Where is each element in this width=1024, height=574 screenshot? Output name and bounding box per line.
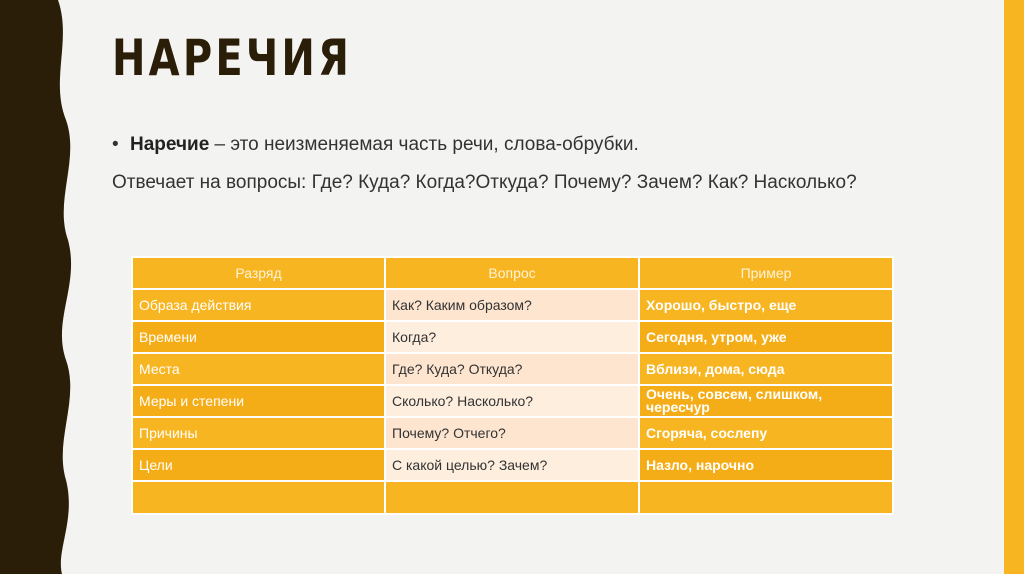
cell-example: Хорошо, быстро, еще: [639, 289, 893, 321]
cell-empty: [132, 481, 385, 514]
cell-example: Сгоряча, сослепу: [639, 417, 893, 449]
cell-category: Образа действия: [132, 289, 385, 321]
adverb-categories-table: [131, 256, 894, 515]
cell-question: Когда?: [385, 321, 639, 353]
cell-category: Времени: [132, 321, 385, 353]
cell-example: Назло, нарочно: [639, 449, 893, 481]
table-header-row: [132, 257, 893, 289]
cell-example: Вблизи, дома, сюда: [639, 353, 893, 385]
definition-line: [112, 134, 639, 157]
cell-category: Меры и степени: [132, 385, 385, 417]
cell-category: Причины: [132, 417, 385, 449]
table-row: [132, 449, 893, 481]
questions-line: Отвечает на вопросы: Где? Куда? Когда?Откуда? Почему? Зачем? Как? Насколько?: [112, 172, 857, 193]
table-row: [132, 353, 893, 385]
cell-category: Места: [132, 353, 385, 385]
table-row: [132, 417, 893, 449]
cell-empty: [385, 481, 639, 514]
cell-question: Сколько? Насколько?: [385, 385, 639, 417]
header-example: Пример: [639, 257, 893, 289]
cell-example: Сегодня, утром, уже: [639, 321, 893, 353]
table-row: [132, 289, 893, 321]
cell-example: [639, 385, 893, 417]
header-question: Вопрос: [385, 257, 639, 289]
cell-empty: [639, 481, 893, 514]
wave-border-decoration: [0, 0, 90, 574]
cell-example-text: Очень, совсем, слишком, чересчур: [646, 386, 823, 415]
cell-question: Где? Куда? Откуда?: [385, 353, 639, 385]
table-row: [132, 321, 893, 353]
cell-category: Цели: [132, 449, 385, 481]
cell-question: Почему? Отчего?: [385, 417, 639, 449]
cell-question: Как? Каким образом?: [385, 289, 639, 321]
table-row: [132, 385, 893, 417]
table-row-empty: [132, 481, 893, 514]
accent-side-bar: [1004, 0, 1024, 574]
slide-title: НАРЕЧИЯ: [112, 29, 353, 87]
definition-term: Наречие: [130, 134, 210, 155]
definition-text: – это неизменяемая часть речи, слова-обрубки.: [209, 134, 639, 155]
cell-question: С какой целью? Зачем?: [385, 449, 639, 481]
header-category: Разряд: [132, 257, 385, 289]
bullet-icon: •: [112, 134, 119, 155]
